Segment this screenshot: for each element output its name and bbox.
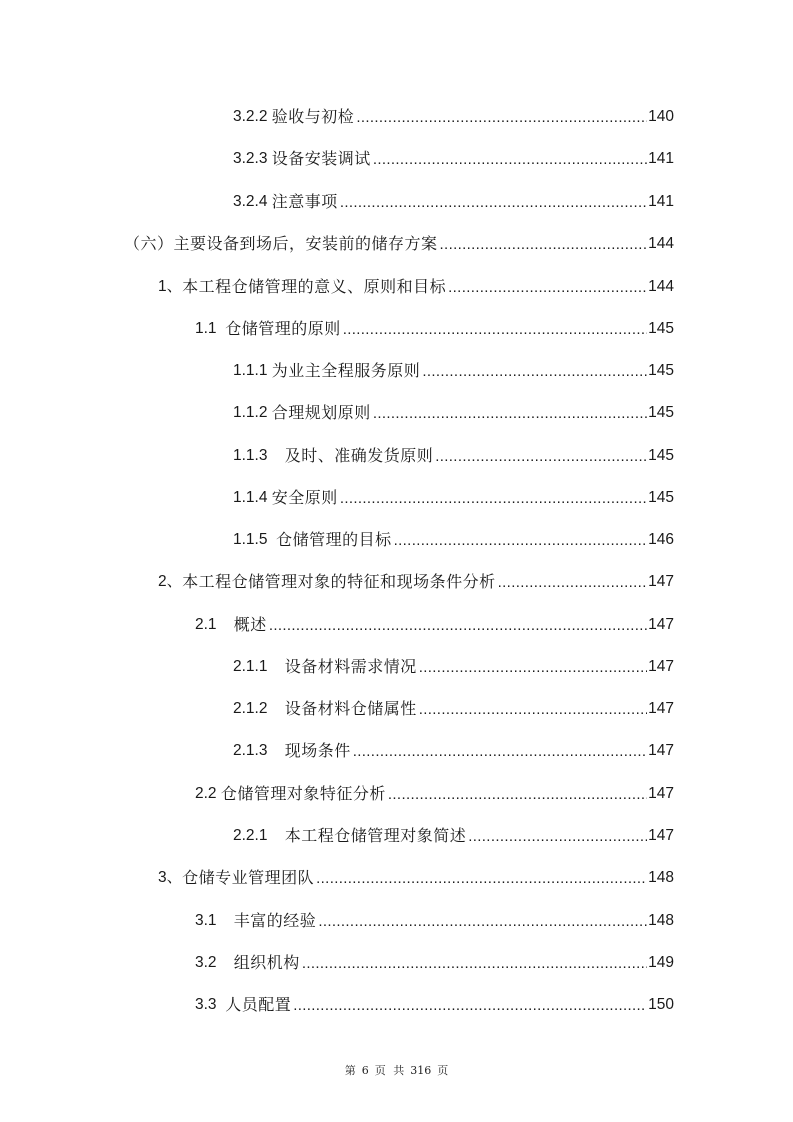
toc-entry-title: 及时、准确发货原则 — [284, 446, 434, 465]
dot-leader — [498, 570, 647, 594]
toc-entry-number: 2.1 — [195, 616, 217, 633]
footer-total-pages: 316 — [410, 1064, 432, 1077]
toc-entry-title: 验收与初检 — [271, 107, 355, 126]
toc-entry-page: 145 — [648, 320, 674, 337]
dot-leader — [343, 317, 647, 341]
dot-leader — [373, 401, 647, 425]
toc-entry-number: 1.1 — [195, 320, 217, 337]
toc-entry-page: 147 — [648, 827, 674, 844]
dot-leader — [269, 613, 647, 637]
toc-entry[interactable] — [158, 866, 674, 890]
toc-entry-number: 1.1.3 — [233, 447, 268, 464]
toc-entry-page: 147 — [648, 785, 674, 802]
toc-entry-number: 2.1.3 — [233, 742, 268, 759]
toc-entry[interactable] — [233, 190, 674, 214]
footer-current-page: 6 — [361, 1064, 369, 1077]
toc-entry-page: 148 — [648, 869, 674, 886]
dot-leader — [340, 190, 647, 214]
toc-entry-page: 145 — [648, 404, 674, 421]
toc-entry-page: 149 — [648, 954, 674, 971]
dot-leader — [388, 782, 647, 806]
toc-entry[interactable] — [195, 782, 674, 806]
toc-entry-title: 安全原则 — [271, 488, 338, 507]
toc-entry-page: 147 — [648, 742, 674, 759]
toc-entry-page: 146 — [648, 531, 674, 548]
toc-entry-title: 注意事项 — [271, 192, 338, 211]
toc-entry-page: 147 — [648, 616, 674, 633]
toc-entry-number: 3.2 — [195, 954, 217, 971]
toc-entry[interactable] — [233, 824, 674, 848]
toc-entry-title: 仓储管理的原则 — [225, 319, 341, 338]
toc-entry-title: 概述 — [233, 615, 267, 634]
toc-entry-page: 147 — [648, 700, 674, 717]
toc-entry[interactable] — [195, 951, 674, 975]
dot-leader — [435, 444, 647, 468]
dot-leader — [440, 232, 648, 256]
toc-entry[interactable] — [233, 528, 674, 552]
toc-entry[interactable] — [233, 359, 674, 383]
toc-entry[interactable] — [158, 275, 674, 299]
toc-entry-title: 合理规划原则 — [271, 403, 371, 422]
toc-entry-title: 本工程仓储管理对象简述 — [284, 826, 467, 845]
dot-leader — [302, 951, 647, 975]
toc-entry-title: 为业主全程服务原则 — [271, 361, 421, 380]
toc-entry-number: 3.2.3 — [233, 150, 268, 167]
toc-entry-number: 3.1 — [195, 912, 217, 929]
toc-entry[interactable] — [195, 993, 674, 1017]
dot-leader — [373, 147, 647, 171]
toc-entry[interactable] — [195, 613, 674, 637]
toc-entry[interactable] — [195, 317, 674, 341]
toc-entry[interactable] — [233, 444, 674, 468]
toc-entry-title: 本工程仓储管理的意义、原则和目标 — [182, 277, 447, 296]
toc-entry-title: 人员配置 — [225, 995, 292, 1014]
toc-entry-title: 设备安装调试 — [271, 149, 371, 168]
dot-leader — [353, 739, 647, 763]
toc-entry-page: 141 — [648, 193, 674, 210]
toc-entry[interactable] — [195, 909, 674, 933]
dot-leader — [356, 105, 647, 129]
toc-entry-number: 1.1.5 — [233, 531, 268, 548]
toc-entry[interactable] — [124, 232, 674, 256]
toc-entry[interactable] — [158, 570, 674, 594]
dot-leader — [468, 824, 647, 848]
footer-suffix: 页 — [437, 1064, 449, 1077]
dot-leader — [394, 528, 648, 552]
toc-entry-page: 148 — [648, 912, 674, 929]
dot-leader — [422, 359, 647, 383]
footer-prefix: 第 — [344, 1064, 356, 1077]
toc-entry-title: 设备材料仓储属性 — [284, 699, 417, 718]
toc-entry-number: 1.1.4 — [233, 489, 268, 506]
toc-entry-page: 145 — [648, 447, 674, 464]
dot-leader — [448, 275, 647, 299]
toc-entry[interactable] — [233, 147, 674, 171]
toc-entry[interactable] — [233, 401, 674, 425]
toc-entry-page: 147 — [648, 658, 674, 675]
toc-entry-number: 1、 — [158, 278, 183, 295]
toc-entry-title: 仓储管理的目标 — [276, 530, 392, 549]
page-footer — [0, 1062, 793, 1078]
dot-leader — [340, 486, 647, 510]
toc-entry-number: 2.2 — [195, 785, 217, 802]
toc-entry-title: 仓储专业管理团队 — [182, 868, 315, 887]
toc-entry-title: 设备材料需求情况 — [284, 657, 417, 676]
toc-entry-page: 144 — [648, 278, 674, 295]
toc-entry-title: 丰富的经验 — [233, 911, 317, 930]
toc-entry-number: 3、 — [158, 869, 183, 886]
toc-entry-title: 仓储管理对象特征分析 — [220, 784, 386, 803]
toc-entry-number: 1.1.1 — [233, 362, 268, 379]
toc-entry-number: 2.2.1 — [233, 827, 268, 844]
footer-middle: 页 共 — [374, 1064, 405, 1077]
toc-entry-page: 140 — [648, 108, 674, 125]
dot-leader — [318, 909, 647, 933]
toc-entry-page: 147 — [648, 573, 674, 590]
dot-leader — [419, 655, 647, 679]
toc-entry[interactable] — [233, 739, 674, 763]
dot-leader — [419, 697, 647, 721]
toc-entry-page: 150 — [648, 996, 674, 1013]
toc-entry-number: （六） — [124, 234, 174, 253]
toc-entry-number: 3.3 — [195, 996, 217, 1013]
toc-entry[interactable] — [233, 105, 674, 129]
toc-entry-number: 2.1.2 — [233, 700, 268, 717]
toc-entry-page: 145 — [648, 489, 674, 506]
toc-entry-page: 144 — [648, 235, 674, 252]
toc-entry[interactable] — [233, 486, 674, 510]
dot-leader — [316, 866, 647, 890]
toc-entry[interactable] — [233, 655, 674, 679]
toc-entry-number: 1.1.2 — [233, 404, 268, 421]
toc-entry-number: 2.1.1 — [233, 658, 268, 675]
toc-entry-title: 本工程仓储管理对象的特征和现场条件分析 — [182, 572, 496, 591]
toc-entry-number: 3.2.4 — [233, 193, 268, 210]
toc-entry[interactable] — [233, 697, 674, 721]
toc-entry-number: 3.2.2 — [233, 108, 268, 125]
dot-leader — [293, 993, 647, 1017]
toc-entry-title: 组织机构 — [233, 953, 300, 972]
toc-entry-title: 主要设备到场后，安装前的储存方案 — [173, 234, 438, 253]
toc-entry-page: 145 — [648, 362, 674, 379]
toc-entry-number: 2、 — [158, 573, 183, 590]
toc-entry-page: 141 — [648, 150, 674, 167]
toc-entry-title: 现场条件 — [284, 741, 351, 760]
